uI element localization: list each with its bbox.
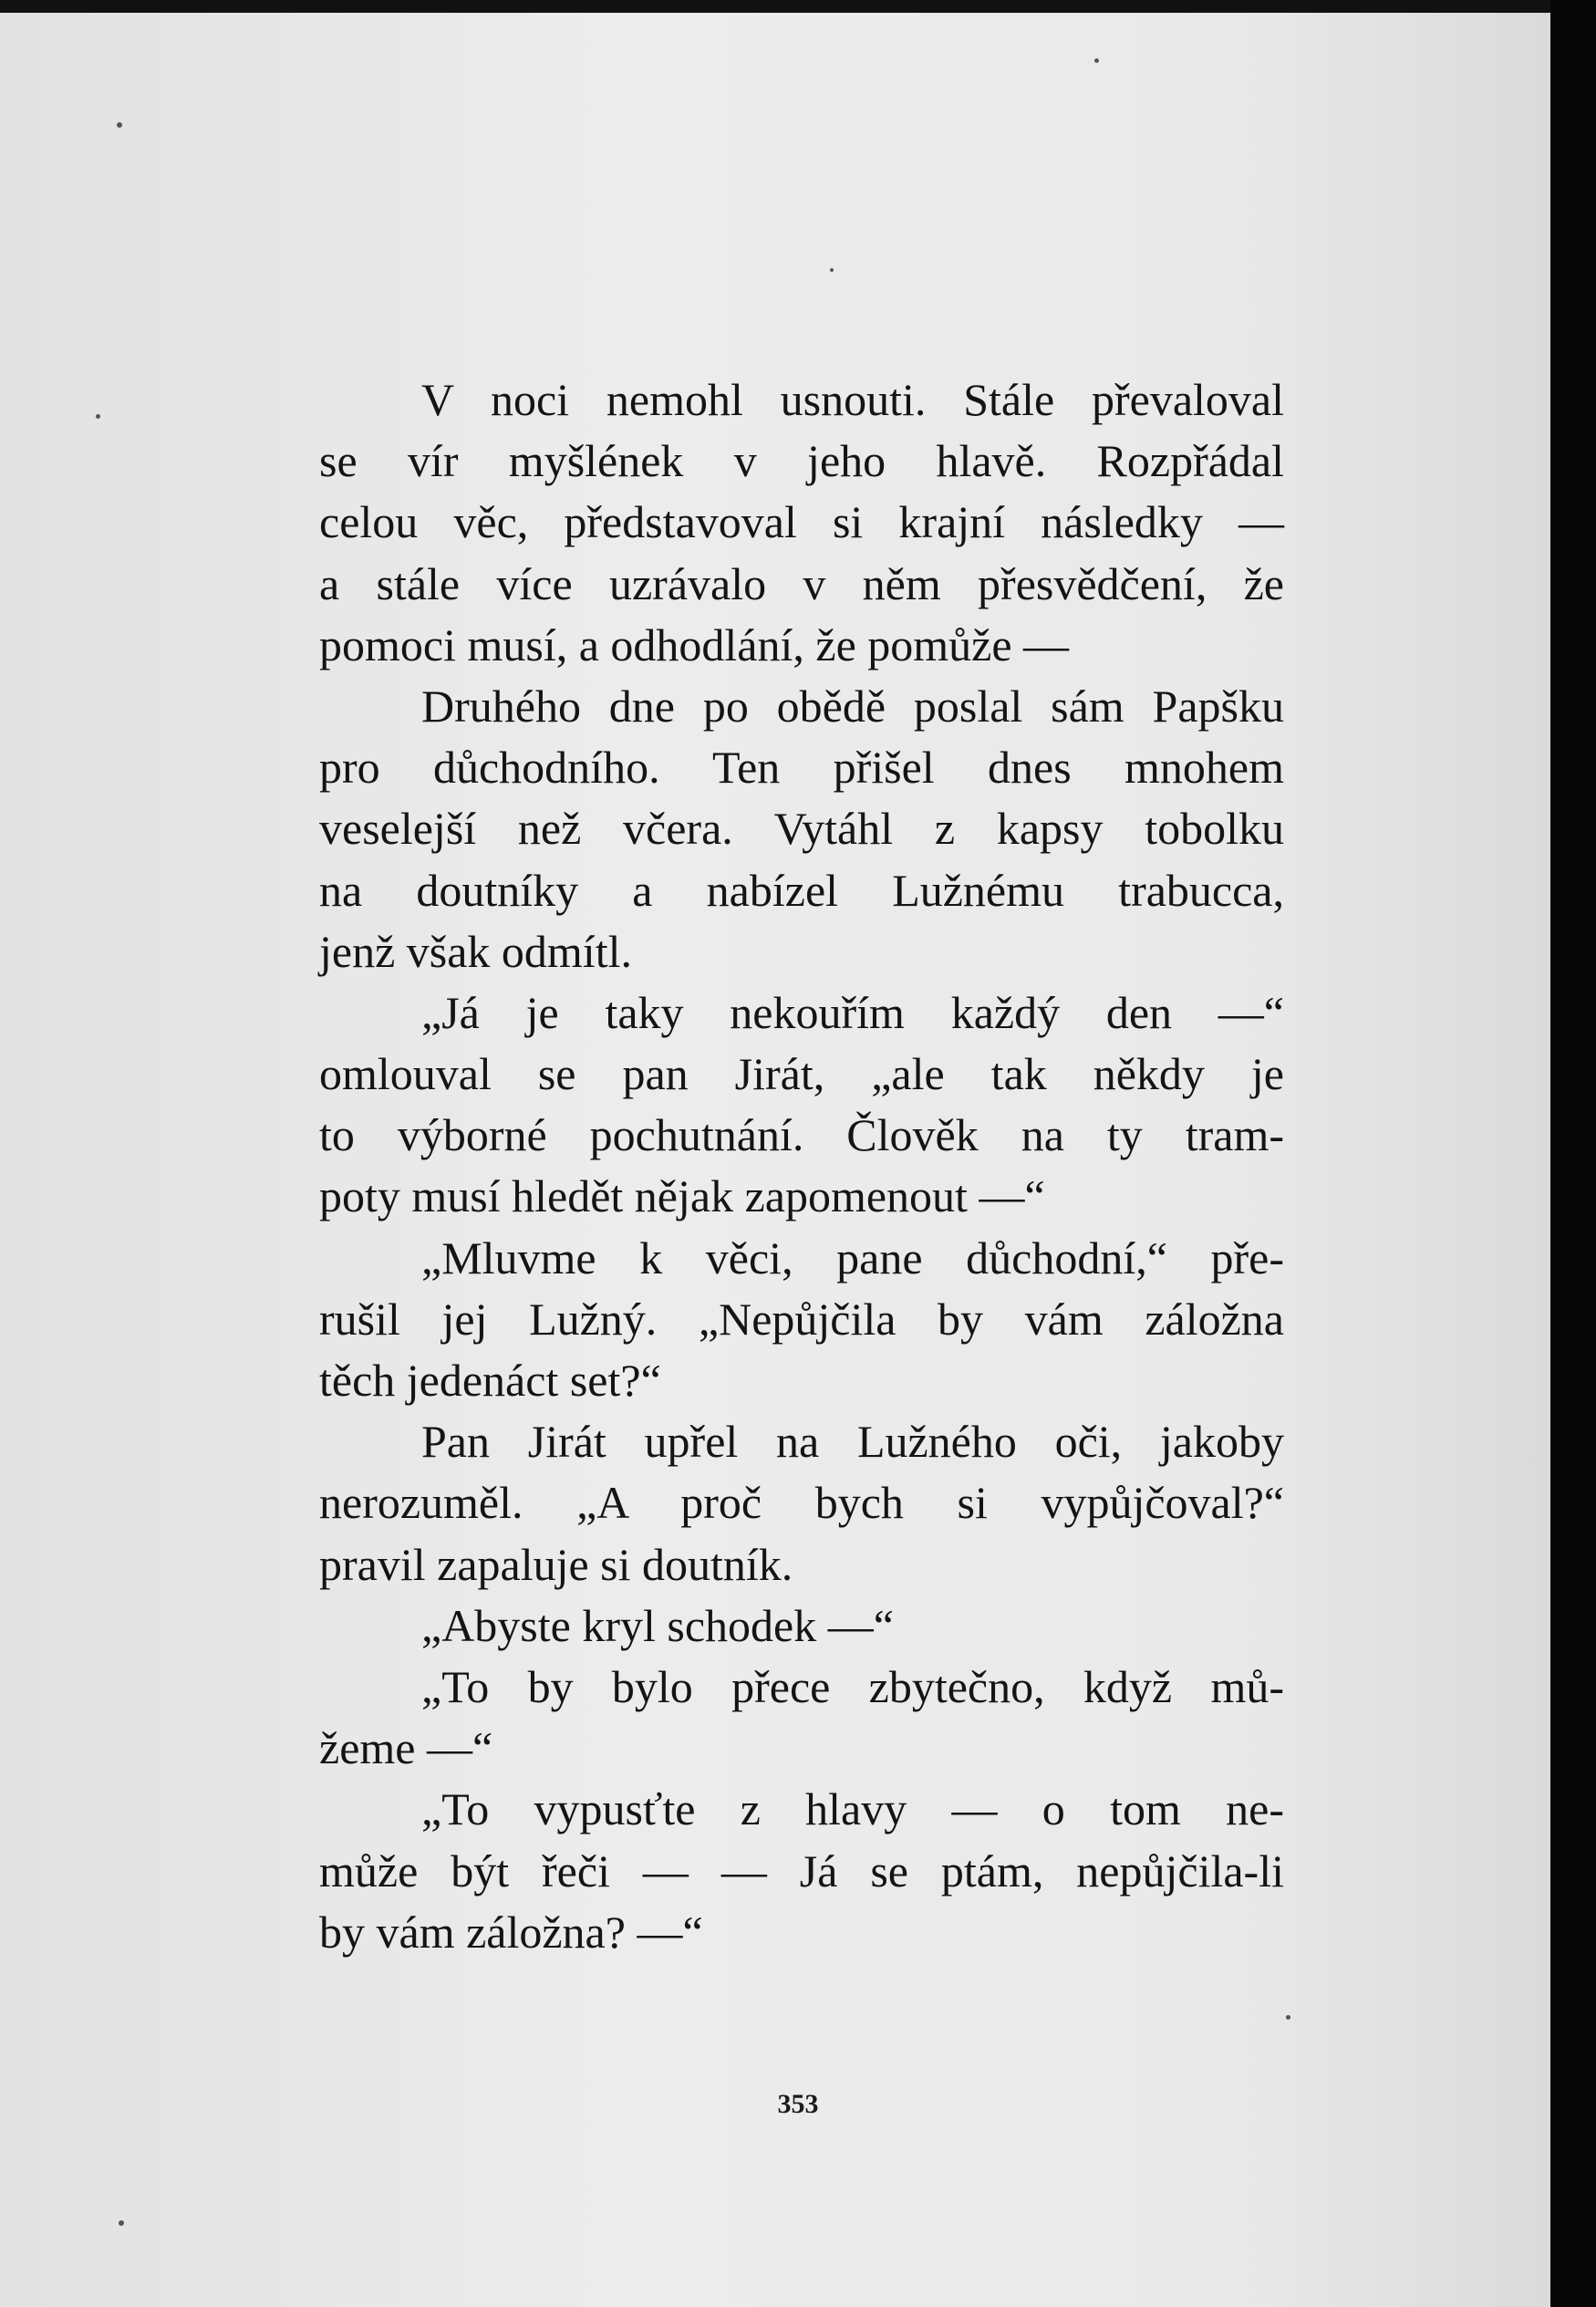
text-line: může být řeči — — Já se ptám, nepůjčila-li: [319, 1845, 1284, 1897]
text-line: „Abyste kryl schodek —“: [421, 1599, 894, 1651]
scan-speck: [1286, 2015, 1290, 2020]
scan-speck: [117, 122, 122, 128]
text-line: to výborné pochutnání. Člověk na ty tram-: [319, 1109, 1284, 1161]
body-text: [319, 369, 1284, 1963]
text-line: veselejší než včera. Vytáhl z kapsy tobolku: [319, 803, 1284, 855]
paragraph: [319, 1228, 1284, 1412]
scan-speck: [119, 2220, 124, 2226]
text-line: těch jedenáct set?“: [319, 1355, 661, 1406]
text-line: poty musí hledět nějak zapomenout —“: [319, 1170, 1045, 1222]
text-line: pravil zapaluje si doutník.: [319, 1538, 793, 1590]
scan-speck: [1094, 58, 1099, 63]
text-line: pomoci musí, a odhodlání, že pomůže —: [319, 618, 1070, 670]
text-line: Pan Jirát upřel na Lužného oči, jakoby: [421, 1416, 1284, 1468]
text-line: „To by bylo přece zbytečno, když mů-: [421, 1660, 1284, 1712]
text-line: „To vypusťte z hlavy — o tom ne-: [421, 1783, 1284, 1835]
scan-speck: [830, 268, 834, 272]
text-line: pro důchodního. Ten přišel dnes mnohem: [319, 742, 1284, 794]
text-line: V noci nemohl usnouti. Stále převaloval: [421, 374, 1284, 425]
paragraph: [319, 676, 1284, 982]
text-line: žeme —“: [319, 1722, 493, 1774]
paragraph: [319, 369, 1284, 676]
paragraph: [319, 1411, 1284, 1595]
text-line: omlouval se pan Jirát, „ale tak někdy je: [319, 1048, 1284, 1100]
text-line: rušil jej Lužný. „Nepůjčila by vám záložna: [319, 1293, 1284, 1345]
text-line: Druhého dne po obědě poslal sám Papšku: [421, 680, 1284, 732]
paragraph: [319, 982, 1284, 1228]
paragraph: [319, 1657, 1284, 1779]
text-line: „Mluvme k věci, pane důchodní,“ pře-: [421, 1231, 1284, 1283]
text-line: nerozuměl. „A proč bych si vypůjčoval?“: [319, 1477, 1284, 1529]
text-line: jenž však odmítl.: [319, 925, 632, 977]
text-line: celou věc, představoval si krajní následky —: [319, 496, 1284, 548]
text-line: na doutníky a nabízel Lužnému trabucca,: [319, 864, 1284, 916]
scan-speck: [96, 414, 100, 419]
text-line: a stále více uzrávalo v něm přesvědčení, že: [319, 557, 1284, 609]
text-line: se vír myšlének v jeho hlavě. Rozpřádal: [319, 435, 1284, 487]
text-line: by vám záložna? —“: [319, 1906, 703, 1958]
text-line: „Já je taky nekouřím každý den —“: [421, 986, 1284, 1038]
paragraph: [319, 1779, 1284, 1963]
scan-top-edge: [0, 0, 1550, 13]
paragraph: [319, 1595, 1284, 1657]
scan-right-edge: [1550, 0, 1596, 2307]
page-number: 353: [777, 2089, 819, 2119]
